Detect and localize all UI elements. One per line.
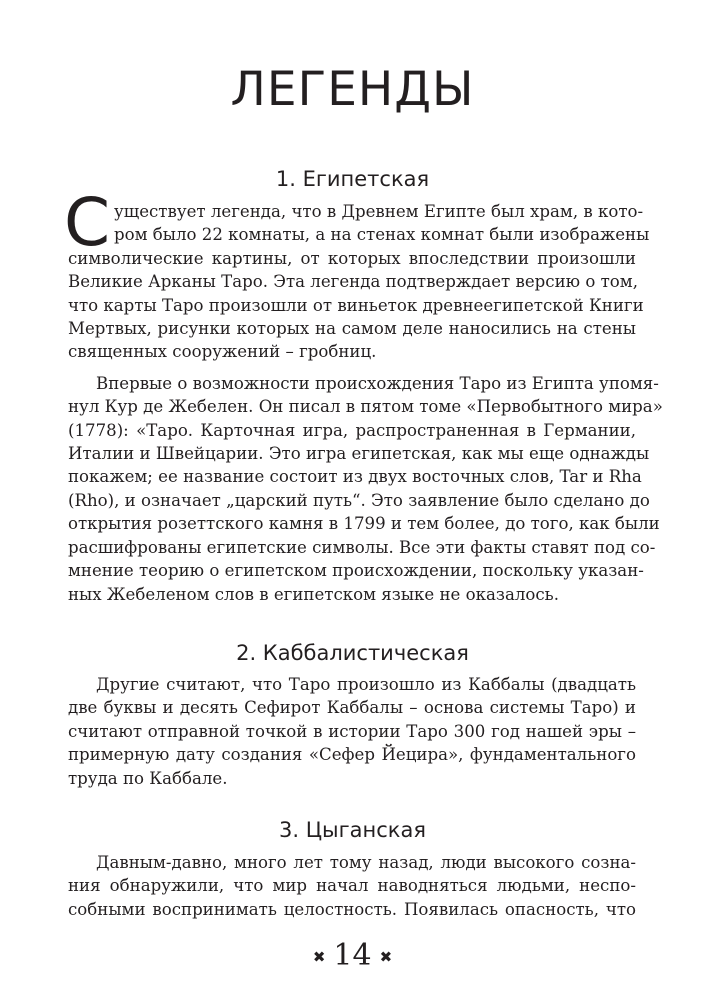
paragraph — [68, 673, 636, 790]
page-title: ЛЕГЕНДЫ — [230, 62, 475, 117]
section-heading-gypsy: 3. Цыганская — [279, 818, 426, 842]
paragraph — [68, 372, 663, 606]
page-number: 14 — [333, 938, 372, 973]
ornament-right-icon: ✖ — [379, 948, 393, 966]
text-line: ния обнаружили, что мир начал наводняться людьми, неспо- — [68, 876, 636, 896]
text-line: (1778): «Таро. Карточная игра, распространенная в Германии, — [68, 420, 636, 440]
text-line: примерную дату создания «Сефер Йецира», фундаментального — [68, 745, 636, 765]
text-line: священных сооружений – гробниц. — [68, 342, 377, 362]
text-line: что карты Таро произошли от виньеток древнеегипетской Книги — [68, 295, 644, 315]
section-heading-egyptian: 1. Египетская — [275, 167, 430, 191]
paragraph — [68, 200, 650, 364]
text-line: Италии и Швейцарии. Это игра египетская, как мы еще однажды — [68, 444, 650, 464]
text-line: труда по Каббале. — [68, 768, 228, 788]
text-line: открытия розеттского камня в 1799 и тем более, до того, как были — [68, 514, 660, 534]
page-footer — [0, 938, 705, 975]
text-line: Мертвых, рисунки которых на самом деле наносились на стены — [68, 319, 636, 339]
text-line: считают отправной точкой в истории Таро 300 год нашей эры – — [68, 721, 636, 741]
ornament-left-icon: ✖ — [312, 948, 326, 966]
section-egyptian-body — [68, 200, 663, 614]
text-line: собными воспринимать целостность. Появилась опасность, что — [68, 899, 636, 919]
text-line: две буквы и десять Сефирот Каббалы – основа системы Таро) и — [68, 698, 636, 718]
text-line: (Rho), и означает „царский путь“. Это заявление было сделано до — [68, 490, 650, 510]
text-line: нул Кур де Жебелен. Он писал в пятом томе «Первобытного мира» — [68, 397, 663, 417]
section-gypsy-body — [68, 851, 636, 929]
text-line: Давным-давно, много лет тому назад, люди высокого созна- — [96, 853, 636, 872]
paragraph — [68, 851, 636, 921]
text-line: символические картины, от которых впоследствии произошли — [68, 248, 636, 268]
text-line: покажем; ее название состоит из двух восточных слов, Tar и Rha — [68, 467, 642, 487]
drop-cap: С — [64, 184, 111, 261]
section-kabbalistic-body — [68, 673, 636, 798]
text-line: уществует легенда, что в Древнем Египте был храм, в кото- — [114, 202, 644, 221]
text-line: Впервые о возможности происхождения Таро из Египта упомя- — [96, 373, 659, 393]
text-line: расшифрованы египетские символы. Все эти факты ставят под со- — [68, 537, 656, 557]
text-line: ром было 22 комнаты, а на стенах комнат были изображены — [114, 225, 650, 245]
text-line: мнение теорию о египетском происхождении, поскольку указан- — [68, 561, 644, 581]
text-line: ных Жебеленом слов в египетском языке не оказалось. — [68, 584, 559, 604]
section-heading-kabbalistic: 2. Каббалистическая — [236, 641, 469, 665]
text-line: Другие считают, что Таро произошло из Каббалы (двадцать — [96, 675, 636, 694]
text-line: Великие Арканы Таро. Эта легенда подтверждает версию о том, — [68, 272, 638, 292]
